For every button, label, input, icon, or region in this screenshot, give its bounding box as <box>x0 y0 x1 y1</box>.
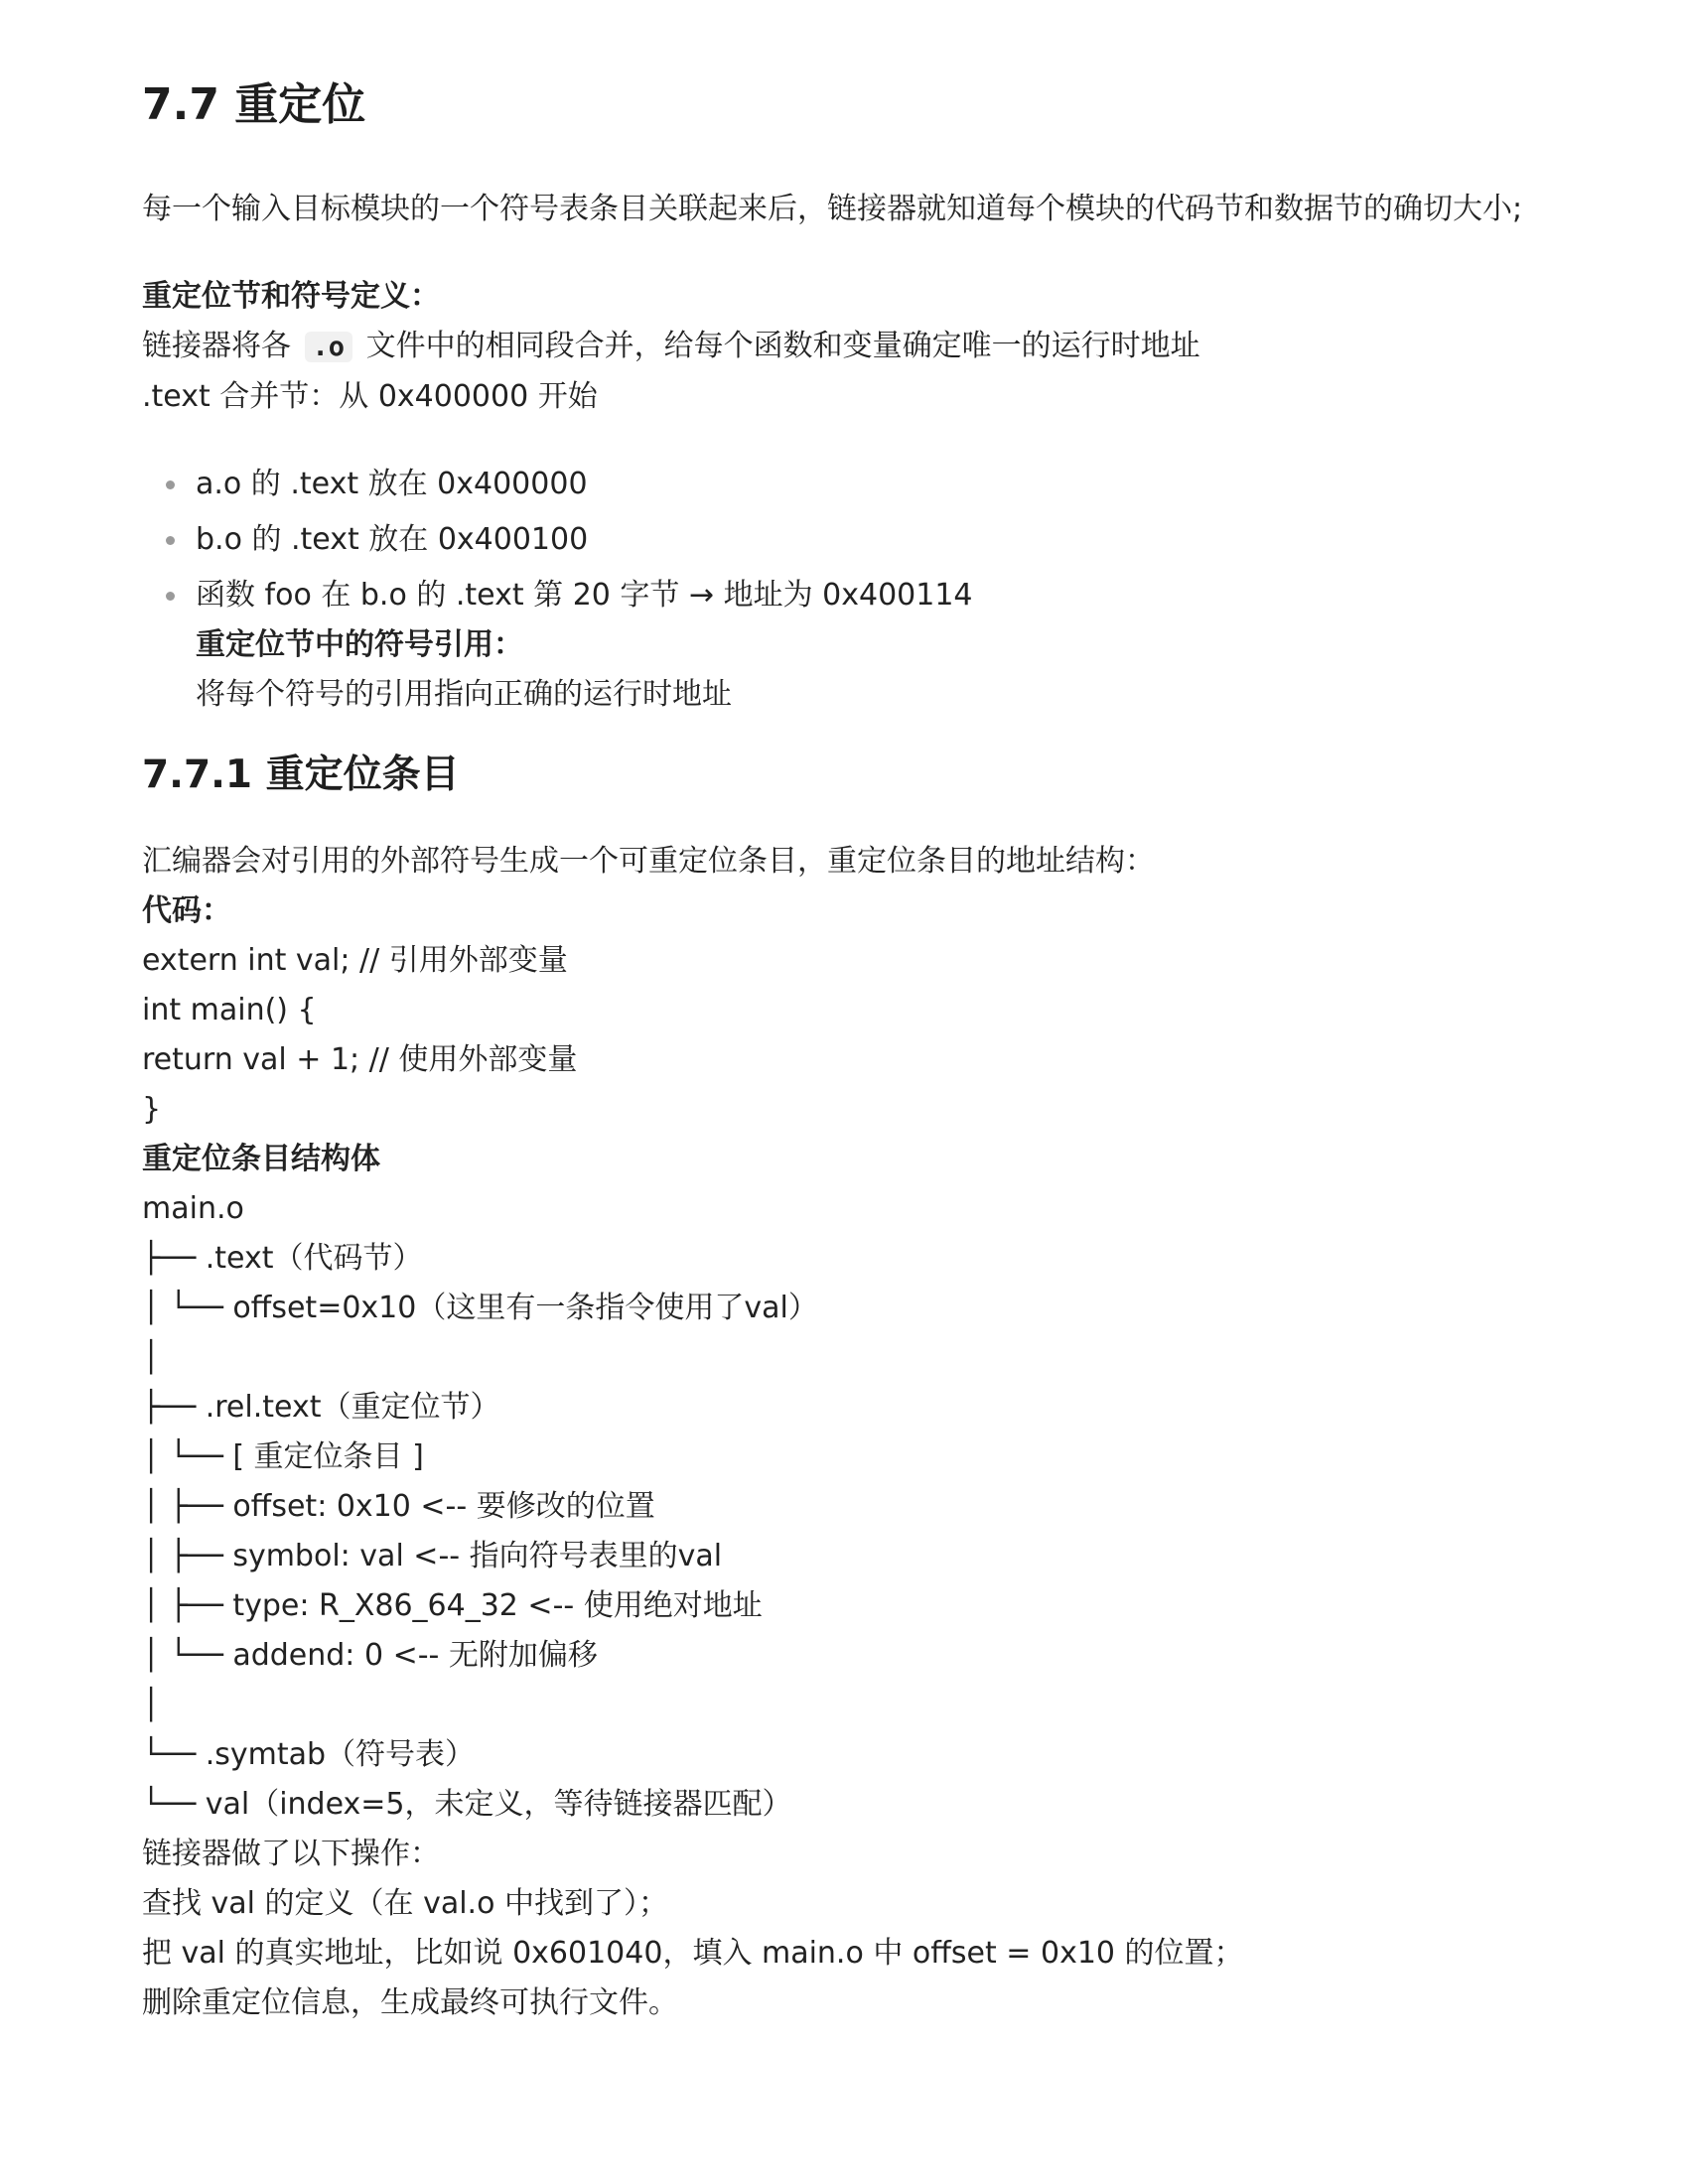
section-heading-7-7: 7.7 重定位 <box>142 79 366 130</box>
section2-intro: 汇编器会对引用的外部符号生成一个可重定位条目，重定位条目的地址结构： <box>142 844 1155 879</box>
tree-line: │ <box>142 1688 161 1722</box>
relocation-def-line1 <box>142 322 1552 372</box>
tree-line: │ └── offset=0x10（这里有一条指令使用了val） <box>142 1291 818 1325</box>
linker-operations <box>142 1830 1552 2028</box>
struct-label: 重定位条目结构体 <box>142 1142 380 1176</box>
operation-line: 删除重定位信息，生成最终可执行文件。 <box>142 1985 678 2020</box>
code-line: int main() { <box>142 993 317 1027</box>
code-block <box>142 936 1552 1135</box>
tree-line: │ └── addend: 0 <-- 无附加偏移 <box>142 1638 598 1673</box>
code-line: extern int val; // 引用外部变量 <box>142 943 568 978</box>
code-line: } <box>142 1092 162 1127</box>
tree-line: ├── .text（代码节） <box>142 1241 423 1276</box>
section-heading-7-7-1: 7.7.1 重定位条目 <box>142 752 460 797</box>
tree-line: │ └── [ 重定位条目 ] <box>142 1439 424 1474</box>
tree-line: │ <box>142 1340 161 1375</box>
tree-line: └── val（index=5，未定义，等待链接器匹配） <box>142 1787 792 1822</box>
relocation-def-line1-before: 链接器将各 <box>142 329 301 363</box>
list-item-text: 函数 foo 在 b.o 的 .text 第 20 字节 → 地址为 0x400114 <box>196 578 973 613</box>
intro-paragraph: 每一个输入目标模块的一个符号表条目关联起来后，链接器就知道每个模块的代码节和数据节的确切大小; <box>142 192 1523 226</box>
list-item <box>196 571 1552 720</box>
inline-code-o: .o <box>305 332 353 362</box>
list-item: b.o 的 .text 放在 0x400100 <box>196 515 1552 565</box>
symbol-ref-title: 重定位节中的符号引用： <box>196 627 523 662</box>
symbol-ref-text: 将每个符号的引用指向正确的运行时地址 <box>196 677 732 712</box>
operation-line: 把 val 的真实地址，比如说 0x601040，填入 main.o 中 offset = 0x10 的位置； <box>142 1936 1244 1971</box>
tree-line: │ ├── symbol: val <-- 指向符号表里的val <box>142 1539 723 1573</box>
tree-line: │ ├── offset: 0x10 <-- 要修改的位置 <box>142 1489 655 1524</box>
relocation-def-line2: .text 合并节：从 0x400000 开始 <box>142 379 598 414</box>
operation-line: 链接器做了以下操作： <box>142 1837 440 1871</box>
relocation-def-title: 重定位节和符号定义： <box>142 279 440 314</box>
operation-line: 查找 val 的定义（在 val.o 中找到了）； <box>142 1886 668 1921</box>
tree-line: main.o <box>142 1191 244 1226</box>
document-page <box>142 73 1552 2028</box>
code-line: return val + 1; // 使用外部变量 <box>142 1042 578 1077</box>
relocation-tree <box>142 1184 1552 1830</box>
bullet-list <box>142 460 1552 720</box>
relocation-def-line1-after: 文件中的相同段合并，给每个函数和变量确定唯一的运行时地址 <box>356 329 1200 363</box>
tree-line: │ ├── type: R_X86_64_32 <-- 使用绝对地址 <box>142 1588 763 1623</box>
tree-line: └── .symtab（符号表） <box>142 1737 476 1772</box>
tree-line: ├── .rel.text（重定位节） <box>142 1390 500 1425</box>
code-label: 代码： <box>142 893 231 928</box>
list-item: a.o 的 .text 放在 0x400000 <box>196 460 1552 509</box>
